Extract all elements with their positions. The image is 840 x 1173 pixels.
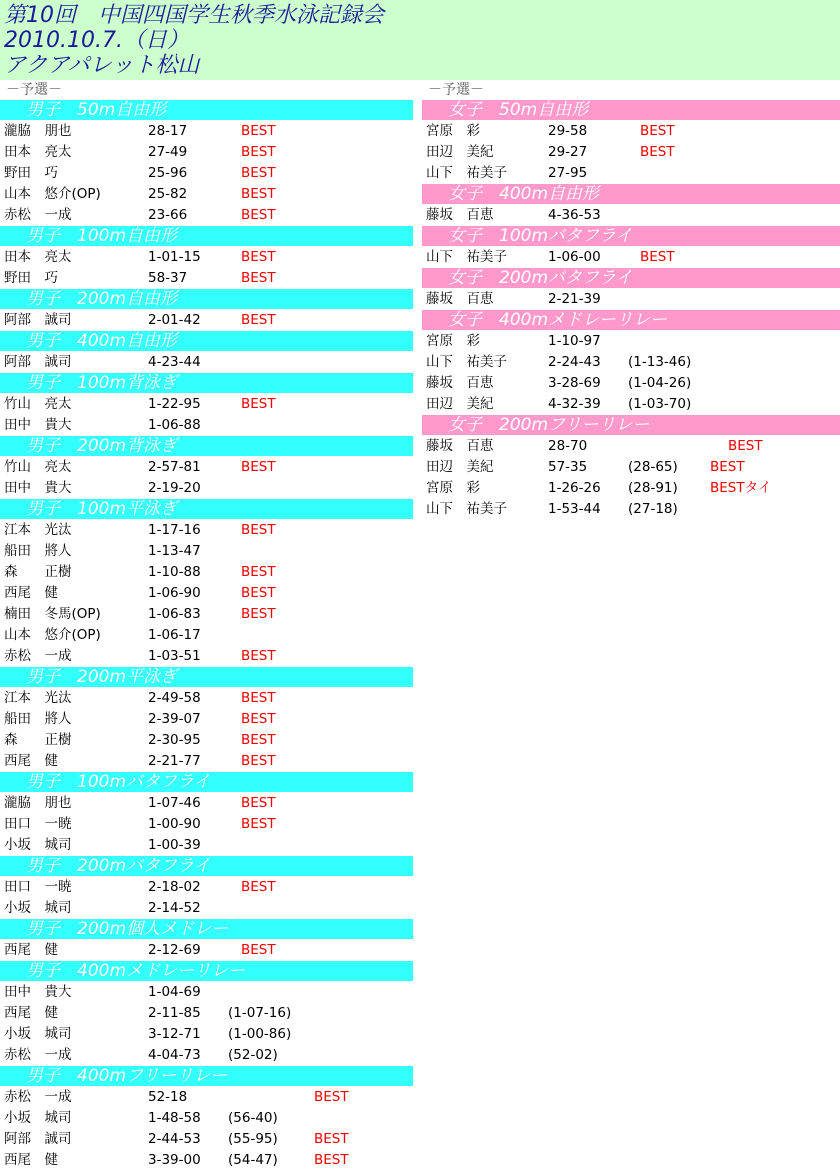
result-row [0, 478, 413, 499]
swimmer-name: 野田 巧 [4, 270, 58, 286]
event-title: 女子 100mバタフライ [422, 226, 840, 246]
result-time: 1-01-15 [148, 249, 201, 265]
result-row [0, 1024, 413, 1045]
best-badge: BEST [241, 648, 276, 664]
best-badge: BEST [640, 123, 675, 139]
event-title: 女子 400m自由形 [422, 184, 840, 204]
result-time: 2-12-69 [148, 942, 201, 958]
result-row [0, 982, 413, 1003]
swimmer-name: 山下 祐美子 [426, 165, 507, 181]
swimmer-name: 赤松 一成 [4, 207, 72, 223]
meet-title: 第10回 中国四国学生秋季水泳記録会 [4, 3, 384, 28]
result-time: 2-44-53 [148, 1131, 201, 1147]
result-time: 2-21-39 [548, 291, 601, 307]
result-row [422, 352, 840, 373]
event-title: 男子 200m背泳ぎ [0, 436, 413, 456]
result-row [0, 709, 413, 730]
event-title: 男子 100mバタフライ [0, 772, 413, 792]
best-badge: BEST [314, 1089, 349, 1105]
result-row [0, 1045, 413, 1066]
result-row [0, 205, 413, 226]
result-time: 1-26-26 [548, 480, 601, 496]
result-row [0, 268, 413, 289]
best-badge: BEST [241, 270, 276, 286]
best-badge: BEST [314, 1131, 349, 1147]
result-time: 2-57-81 [148, 459, 201, 475]
swimmer-name: 船田 將人 [4, 711, 72, 727]
swimmer-name: 宮原 彩 [426, 333, 480, 349]
result-time: 1-48-58 [148, 1110, 201, 1126]
swimmer-name: 西尾 健 [4, 1005, 58, 1021]
result-time: 1-07-46 [148, 795, 201, 811]
result-time: 1-17-16 [148, 522, 201, 538]
result-row [422, 121, 840, 142]
result-row [422, 457, 840, 478]
result-time: 1-06-83 [148, 606, 201, 622]
best-badge: BEST [241, 165, 276, 181]
split-time: (1-13-46) [628, 354, 692, 370]
result-row [422, 205, 840, 226]
event-section [422, 415, 840, 520]
event-section [0, 436, 413, 499]
swimmer-name: 赤松 一成 [4, 648, 72, 664]
result-time: 2-01-42 [148, 312, 201, 328]
meet-date: 2010.10.7.（日） [4, 28, 189, 53]
result-time: 1-22-95 [148, 396, 201, 412]
result-row [0, 940, 413, 961]
result-row [0, 352, 413, 373]
event-section [0, 226, 413, 289]
result-time: 28-17 [148, 123, 188, 139]
best-badge: BEST [640, 144, 675, 160]
result-row [422, 394, 840, 415]
result-row [0, 562, 413, 583]
event-title: 男子 100m背泳ぎ [0, 373, 413, 393]
result-row [0, 835, 413, 856]
swimmer-name: 山下 祐美子 [426, 501, 507, 517]
best-badge: BEST [314, 1152, 349, 1168]
result-row [0, 583, 413, 604]
result-row [0, 1129, 413, 1150]
result-row [422, 373, 840, 394]
result-time: 1-06-88 [148, 417, 201, 433]
swimmer-name: 山下 祐美子 [426, 354, 507, 370]
swimmer-name: 西尾 健 [4, 585, 58, 601]
result-row [0, 184, 413, 205]
result-row [0, 814, 413, 835]
swimmer-name: 森 正樹 [4, 564, 72, 580]
result-row [0, 541, 413, 562]
swimmer-name: 藤坂 百恵 [426, 438, 494, 454]
result-time: 2-39-07 [148, 711, 201, 727]
best-badge: BEST [241, 795, 276, 811]
result-row [0, 751, 413, 772]
event-title: 女子 50m自由形 [422, 100, 840, 120]
result-row [0, 1087, 413, 1108]
result-time: 2-30-95 [148, 732, 201, 748]
best-badge: BEST [241, 879, 276, 895]
women-event-list [422, 100, 840, 520]
round-label: －予選－ [6, 82, 62, 98]
result-time: 28-70 [548, 438, 588, 454]
event-title: 男子 400m自由形 [0, 331, 413, 351]
result-row [0, 163, 413, 184]
event-title: 男子 400mメドレーリレー [0, 961, 413, 981]
result-row [0, 604, 413, 625]
event-title: 男子 200mバタフライ [0, 856, 413, 876]
split-time: (1-07-16) [228, 1005, 292, 1021]
best-badge: BEST [710, 459, 745, 475]
swimmer-name: 赤松 一成 [4, 1089, 72, 1105]
result-time: 27-95 [548, 165, 588, 181]
event-title: 男子 200m自由形 [0, 289, 413, 309]
swimmer-name: 小坂 城司 [4, 1026, 72, 1042]
result-time: 2-11-85 [148, 1005, 201, 1021]
event-title: 男子 100m平泳ぎ [0, 499, 413, 519]
event-section [0, 1066, 413, 1171]
result-row [0, 247, 413, 268]
result-time: 2-24-43 [548, 354, 601, 370]
best-badge: BEST [241, 753, 276, 769]
result-time: 1-03-51 [148, 648, 201, 664]
swimmer-name: 西尾 健 [4, 1152, 58, 1168]
swimmer-name: 小坂 城司 [4, 1110, 72, 1126]
split-time: (28-91) [628, 480, 678, 496]
event-title: 男子 400mフリーリレー [0, 1066, 413, 1086]
swimmer-name: 竹山 亮太 [4, 459, 72, 475]
swimmer-name: 山本 悠介(OP) [4, 627, 101, 643]
result-row [0, 415, 413, 436]
meet-venue: アクアパレット松山 [4, 53, 200, 78]
split-time: (27-18) [628, 501, 678, 517]
split-time: (1-04-26) [628, 375, 692, 391]
swimmer-name: 竹山 亮太 [4, 396, 72, 412]
event-title: 男子 100m自由形 [0, 226, 413, 246]
round-label: －予選－ [422, 80, 840, 100]
result-row [0, 310, 413, 331]
result-row [422, 331, 840, 352]
best-badge: BEST [728, 438, 763, 454]
swimmer-name: 宮原 彩 [426, 480, 480, 496]
result-time: 1-06-17 [148, 627, 201, 643]
result-time: 2-18-02 [148, 879, 201, 895]
event-section [0, 289, 413, 331]
event-title: 男子 200m平泳ぎ [0, 667, 413, 687]
result-time: 1-13-47 [148, 543, 201, 559]
event-title: 女子 200mフリーリレー [422, 415, 840, 435]
result-time: 57-35 [548, 459, 588, 475]
result-time: 3-39-00 [148, 1152, 201, 1168]
split-time: (52-02) [228, 1047, 278, 1063]
result-row [0, 1108, 413, 1129]
event-section [0, 667, 413, 772]
swimmer-name: 田辺 美紀 [426, 144, 494, 160]
event-section [422, 226, 840, 268]
best-badge: BEST [241, 186, 276, 202]
result-time: 2-21-77 [148, 753, 201, 769]
result-row [0, 625, 413, 646]
result-row [0, 646, 413, 667]
result-time: 29-58 [548, 123, 588, 139]
result-time: 1-53-44 [548, 501, 601, 517]
event-title: 女子 400mメドレーリレー [422, 310, 840, 330]
event-section [0, 961, 413, 1066]
men-event-list [0, 100, 413, 1171]
result-time: 29-27 [548, 144, 588, 160]
swimmer-name: 赤松 一成 [4, 1047, 72, 1063]
women-results-column [422, 80, 840, 520]
result-time: 1-10-88 [148, 564, 201, 580]
page-header [0, 0, 840, 80]
best-badge: BEST [241, 711, 276, 727]
best-badge: BEST [241, 144, 276, 160]
men-results-column [0, 80, 413, 1171]
swimmer-name: 田辺 美紀 [426, 459, 494, 475]
swimmer-name: 西尾 健 [4, 753, 58, 769]
event-section [422, 100, 840, 184]
result-row [0, 793, 413, 814]
swimmer-name: 藤坂 百恵 [426, 375, 494, 391]
result-time: 27-49 [148, 144, 188, 160]
best-badge: BEST [241, 249, 276, 265]
event-title: 男子 200m個人メドレー [0, 919, 413, 939]
event-section [0, 856, 413, 919]
split-time: (1-00-86) [228, 1026, 292, 1042]
event-section [0, 331, 413, 373]
swimmer-name: 瀧脇 朋也 [4, 123, 72, 139]
best-badge: BEST [241, 312, 276, 328]
result-time: 4-04-73 [148, 1047, 201, 1063]
result-time: 1-04-69 [148, 984, 201, 1000]
result-time: 3-28-69 [548, 375, 601, 391]
result-row [0, 142, 413, 163]
result-row [422, 247, 840, 268]
swimmer-name: 野田 巧 [4, 165, 58, 181]
result-time: 4-23-44 [148, 354, 201, 370]
result-row [0, 121, 413, 142]
result-row [422, 499, 840, 520]
split-time: (54-47) [228, 1152, 278, 1168]
swimmer-name: 小坂 城司 [4, 900, 72, 916]
best-badge: BEST [241, 606, 276, 622]
swimmer-name: 西尾 健 [4, 942, 58, 958]
best-badge: BEST [241, 564, 276, 580]
result-time: 3-12-71 [148, 1026, 201, 1042]
swimmer-name: 森 正樹 [4, 732, 72, 748]
result-time: 2-14-52 [148, 900, 201, 916]
result-row [422, 478, 840, 499]
event-section [422, 268, 840, 310]
swimmer-name: 田辺 美紀 [426, 396, 494, 412]
swimmer-name: 瀧脇 朋也 [4, 795, 72, 811]
swimmer-name: 江本 光汰 [4, 522, 72, 538]
result-time: 4-36-53 [548, 207, 601, 223]
event-section [0, 100, 413, 226]
result-time: 2-19-20 [148, 480, 201, 496]
event-section [0, 499, 413, 667]
swimmer-name: 田中 貴大 [4, 984, 72, 1000]
split-time: (1-03-70) [628, 396, 692, 412]
best-badge: BEST [241, 690, 276, 706]
swimmer-name: 阿部 誠司 [4, 1131, 72, 1147]
swimmer-name: 楠田 冬馬(OP) [4, 606, 101, 622]
best-badge: BEST [241, 207, 276, 223]
result-row [422, 142, 840, 163]
result-row [0, 898, 413, 919]
swimmer-name: 江本 光汰 [4, 690, 72, 706]
event-section [0, 772, 413, 856]
result-time: 1-10-97 [548, 333, 601, 349]
swimmer-name: 船田 將人 [4, 543, 72, 559]
result-row [0, 730, 413, 751]
swimmer-name: 田本 亮太 [4, 249, 72, 265]
event-section [0, 373, 413, 436]
swimmer-name: 宮原 彩 [426, 123, 480, 139]
best-badge: BEST [241, 123, 276, 139]
result-time: 1-06-90 [148, 585, 201, 601]
best-badge: BEST [241, 396, 276, 412]
swimmer-name: 田口 一暁 [4, 816, 72, 832]
best-badge: BEST [241, 459, 276, 475]
result-row [0, 877, 413, 898]
event-section [422, 310, 840, 415]
best-badge: BEST [241, 942, 276, 958]
result-time: 52-18 [148, 1089, 188, 1105]
result-time: 23-66 [148, 207, 188, 223]
split-time: (55-95) [228, 1131, 278, 1147]
swimmer-name: 田口 一暁 [4, 879, 72, 895]
best-badge: BEST [241, 732, 276, 748]
result-time: 1-00-90 [148, 816, 201, 832]
best-badge: BEST [241, 585, 276, 601]
swimmer-name: 田中 貴大 [4, 480, 72, 496]
swimmer-name: 小坂 城司 [4, 837, 72, 853]
swimmer-name: 藤坂 百恵 [426, 207, 494, 223]
result-time: 2-49-58 [148, 690, 201, 706]
result-row [422, 436, 840, 457]
event-title: 女子 200mバタフライ [422, 268, 840, 288]
best-badge: BEST [241, 522, 276, 538]
result-time: 4-32-39 [548, 396, 601, 412]
result-time: 25-96 [148, 165, 188, 181]
best-badge: BESTタイ [710, 480, 772, 496]
swimmer-name: 阿部 誠司 [4, 354, 72, 370]
swimmer-name: 山下 祐美子 [426, 249, 507, 265]
result-row [0, 1150, 413, 1171]
result-row [0, 457, 413, 478]
result-row [422, 289, 840, 310]
result-row [0, 1003, 413, 1024]
swimmer-name: 藤坂 百恵 [426, 291, 494, 307]
event-title: 男子 50m自由形 [0, 100, 413, 120]
split-time: (56-40) [228, 1110, 278, 1126]
result-time: 25-82 [148, 186, 188, 202]
result-time: 1-00-39 [148, 837, 201, 853]
swimmer-name: 山本 悠介(OP) [4, 186, 101, 202]
event-section [422, 184, 840, 226]
result-row [0, 688, 413, 709]
result-row [422, 163, 840, 184]
swimmer-name: 田中 貴大 [4, 417, 72, 433]
swimmer-name: 田本 亮太 [4, 144, 72, 160]
result-time: 1-06-00 [548, 249, 601, 265]
split-time: (28-65) [628, 459, 678, 475]
best-badge: BEST [241, 816, 276, 832]
swimmer-name: 阿部 誠司 [4, 312, 72, 328]
result-time: 58-37 [148, 270, 188, 286]
result-row [0, 520, 413, 541]
best-badge: BEST [640, 249, 675, 265]
event-section [0, 919, 413, 961]
result-row [0, 394, 413, 415]
